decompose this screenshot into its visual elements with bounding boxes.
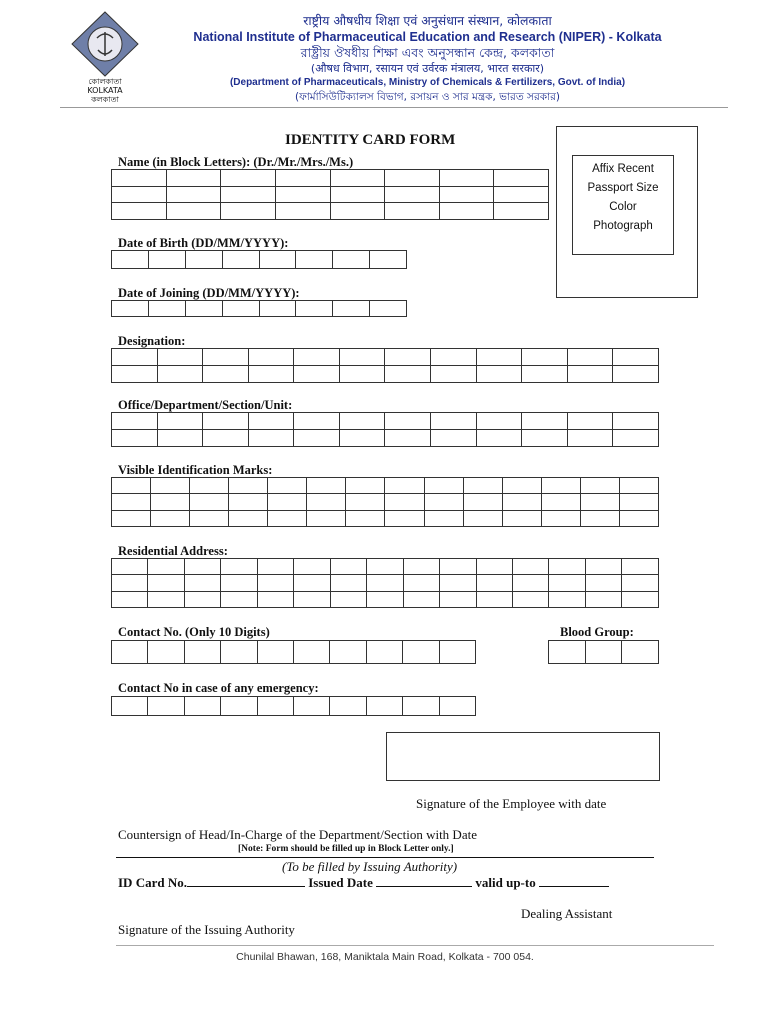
grid-cell[interactable] [257,575,293,591]
grid-cell[interactable] [439,697,475,716]
grid-cell[interactable] [622,575,659,591]
office-label: Office/Department/Section/Unit: [118,398,293,412]
grid-cell[interactable] [567,366,613,383]
grid-cell[interactable] [203,413,249,430]
grid-cell[interactable] [275,186,330,203]
grid-cell[interactable] [221,641,257,664]
grid-cell[interactable] [367,591,403,607]
grid-cell[interactable] [585,559,621,575]
grid-cell[interactable] [619,478,658,494]
grid-cell[interactable] [112,170,167,187]
valid-upto-label: valid up-to [475,875,536,890]
grid-cell[interactable] [619,494,658,510]
grid-cell[interactable] [148,591,184,607]
contact-grid[interactable] [111,640,476,664]
grid-cell[interactable] [494,170,549,187]
grid-cell[interactable] [166,170,221,187]
grid-cell[interactable] [112,494,151,510]
grid-cell[interactable] [494,186,549,203]
dob-label: Date of Birth (DD/MM/YYYY): [118,236,289,250]
grid-cell[interactable] [221,186,276,203]
grid-cell[interactable] [148,251,185,269]
grid-cell[interactable] [549,641,586,664]
grid-cell[interactable] [370,251,407,269]
grid-cell[interactable] [541,478,580,494]
grid-cell[interactable] [385,203,440,220]
header-hindi-name: राष्ट्रीय औषधीय शिक्षा एवं अनुसंधान संस्थान, कोलकाता [303,13,552,28]
grid-cell[interactable] [439,203,494,220]
grid-cell[interactable] [248,366,294,383]
grid-cell[interactable] [112,641,148,664]
grid-cell[interactable] [439,641,475,664]
id-card-blank[interactable] [187,875,305,887]
grid-cell[interactable] [367,575,403,591]
grid-cell[interactable] [257,591,293,607]
grid-cell[interactable] [385,186,440,203]
photo-line-3: Color [609,201,637,213]
grid-cell[interactable] [112,251,149,269]
issuing-fields-row [118,875,609,891]
grid-row [112,251,407,269]
grid-cell[interactable] [293,697,329,716]
grid-cell[interactable] [439,170,494,187]
emergency-grid[interactable] [111,696,476,716]
grid-cell[interactable] [112,301,149,317]
grid-cell[interactable] [367,559,403,575]
dealing-assistant-label: Dealing Assistant [521,906,613,921]
grid-cell[interactable] [385,494,424,510]
grid-cell[interactable] [346,510,385,526]
grid-cell[interactable] [370,301,407,317]
grid-cell[interactable] [502,478,541,494]
grid-cell[interactable] [157,413,203,430]
grid-cell[interactable] [275,203,330,220]
grid-cell[interactable] [248,430,294,447]
grid-cell[interactable] [294,575,330,591]
grid-cell[interactable] [339,349,385,366]
grid-cell[interactable] [294,591,330,607]
grid-cell[interactable] [112,349,158,366]
grid-cell[interactable] [439,186,494,203]
grid-cell[interactable] [502,510,541,526]
grid-row [112,366,659,383]
grid-cell[interactable] [403,591,439,607]
grid-cell[interactable] [248,413,294,430]
grid-cell[interactable] [476,591,512,607]
grid-cell[interactable] [185,301,222,317]
grid-cell[interactable] [619,510,658,526]
address-grid[interactable] [111,558,659,608]
grid-row [112,349,659,366]
grid-cell[interactable] [294,413,340,430]
grid-cell[interactable] [613,366,659,383]
grid-cell[interactable] [221,575,257,591]
grid-cell[interactable] [330,203,385,220]
grid-cell[interactable] [585,591,621,607]
grid-cell[interactable] [463,510,502,526]
employee-signature-label: Signature of the Employee with date [416,796,607,811]
grid-cell[interactable] [580,494,619,510]
grid-cell[interactable] [541,510,580,526]
grid-row [112,591,659,607]
issuing-note: (To be filled by Issuing Authority) [282,859,458,874]
photo-line-4: Photograph [593,220,653,232]
grid-row [112,575,659,591]
issued-date-blank[interactable] [376,875,472,887]
grid-cell[interactable] [385,510,424,526]
grid-cell[interactable] [424,494,463,510]
grid-cell[interactable] [440,559,476,575]
grid-cell[interactable] [522,349,568,366]
grid-cell[interactable] [431,366,477,383]
grid-cell[interactable] [221,559,257,575]
issuing-divider [116,857,654,858]
header-bengali-department: (ফার্মাসিউটিক্যালস বিভাগ, রসায়ন ও সার মন্ত্রক, ভারত সরকার) [294,91,561,103]
grid-cell[interactable] [330,575,366,591]
grid-row [112,301,407,317]
name-grid[interactable] [111,169,549,220]
grid-cell[interactable] [424,478,463,494]
grid-cell[interactable] [613,430,659,447]
grid-cell[interactable] [330,559,366,575]
grid-row [112,510,659,526]
grid-cell[interactable] [330,170,385,187]
name-label: Name (in Block Letters): (Dr./Mr./Mrs./Ms.) [118,155,354,169]
grid-row [112,203,549,220]
grid-cell[interactable] [222,251,259,269]
grid-row [112,430,659,447]
grid-cell[interactable] [567,349,613,366]
header-english-name: National Institute of Pharmaceutical Education and Research (NIPER) - Kolkata [193,30,662,44]
grid-cell[interactable] [294,349,340,366]
grid-cell[interactable] [431,413,477,430]
grid-cell[interactable] [613,349,659,366]
grid-cell[interactable] [502,494,541,510]
grid-cell[interactable] [385,413,431,430]
grid-cell[interactable] [229,510,268,526]
grid-cell[interactable] [476,559,512,575]
grid-cell[interactable] [112,478,151,494]
grid-cell[interactable] [476,430,522,447]
grid-cell[interactable] [294,366,340,383]
grid-cell[interactable] [296,301,333,317]
blood-group-label: Blood Group: [560,625,634,639]
grid-cell[interactable] [512,575,548,591]
grid-cell[interactable] [157,430,203,447]
grid-cell[interactable] [567,413,613,430]
grid-cell[interactable] [522,413,568,430]
issuing-signature-label: Signature of the Issuing Authority [118,922,295,937]
grid-cell[interactable] [148,301,185,317]
emergency-label: Contact No in case of any emergency: [118,681,319,695]
grid-cell[interactable] [259,251,296,269]
contact-label: Contact No. (Only 10 Digits) [118,625,270,639]
grid-cell[interactable] [339,413,385,430]
grid-cell[interactable] [549,559,585,575]
grid-cell[interactable] [151,510,190,526]
grid-cell[interactable] [585,575,621,591]
grid-cell[interactable] [424,510,463,526]
designation-label: Designation: [118,334,186,348]
grid-row [112,478,659,494]
grid-cell[interactable] [522,366,568,383]
grid-cell[interactable] [385,170,440,187]
grid-cell[interactable] [157,349,203,366]
grid-cell[interactable] [403,697,439,716]
address-label: Residential Address: [118,544,228,558]
grid-cell[interactable] [333,301,370,317]
grid-cell[interactable] [112,559,148,575]
grid-cell[interactable] [330,591,366,607]
grid-cell[interactable] [268,478,307,494]
photo-line-1: Affix Recent [592,163,654,175]
grid-cell[interactable] [431,349,477,366]
grid-row [112,641,476,664]
grid-cell[interactable] [346,494,385,510]
grid-cell[interactable] [512,559,548,575]
grid-cell[interactable] [293,641,329,664]
grid-row [112,559,659,575]
grid-cell[interactable] [112,430,158,447]
grid-cell[interactable] [385,349,431,366]
grid-cell[interactable] [385,366,431,383]
grid-cell[interactable] [151,478,190,494]
doj-grid[interactable] [111,300,407,317]
footer-rule [116,945,714,946]
grid-cell[interactable] [463,494,502,510]
form-title: IDENTITY CARD FORM [285,132,456,148]
grid-cell[interactable] [184,575,220,591]
grid-row [112,494,659,510]
issued-date-label: Issued Date [308,875,373,890]
grid-cell[interactable] [222,301,259,317]
grid-cell[interactable] [541,494,580,510]
grid-cell[interactable] [549,575,585,591]
grid-cell[interactable] [112,413,158,430]
header-english-department: (Department of Pharmaceuticals, Ministry of Chemicals & Fertilizers, Govt. of India) [229,77,626,88]
marks-label: Visible Identification Marks: [118,463,273,477]
grid-cell[interactable] [259,301,296,317]
grid-cell[interactable] [257,559,293,575]
grid-cell[interactable] [346,478,385,494]
grid-cell[interactable] [221,203,276,220]
grid-cell[interactable] [148,575,184,591]
grid-cell[interactable] [476,349,522,366]
grid-cell[interactable] [221,170,276,187]
grid-cell[interactable] [522,430,568,447]
grid-cell[interactable] [184,641,220,664]
marks-grid[interactable] [111,477,659,527]
grid-cell[interactable] [622,641,659,664]
grid-cell[interactable] [112,591,148,607]
employee-signature-box[interactable] [386,732,660,781]
blood-group-grid[interactable] [548,640,659,664]
grid-row [112,697,476,716]
grid-cell[interactable] [385,430,431,447]
grid-row [112,413,659,430]
grid-cell[interactable] [330,186,385,203]
grid-cell[interactable] [268,494,307,510]
grid-cell[interactable] [184,559,220,575]
office-grid[interactable] [111,412,659,447]
grid-cell[interactable] [549,591,585,607]
grid-cell[interactable] [330,641,366,664]
grid-cell[interactable] [157,366,203,383]
photo-placeholder[interactable] [572,155,674,255]
grid-cell[interactable] [190,478,229,494]
grid-cell[interactable] [112,697,148,716]
grid-cell[interactable] [185,251,222,269]
grid-cell[interactable] [229,494,268,510]
grid-cell[interactable] [203,430,249,447]
header-rule [60,107,728,108]
grid-cell[interactable] [148,641,184,664]
grid-cell[interactable] [403,641,439,664]
grid-cell[interactable] [463,478,502,494]
grid-cell[interactable] [476,413,522,430]
grid-cell[interactable] [221,697,257,716]
grid-cell[interactable] [184,697,220,716]
id-card-label: ID Card No. [118,875,187,890]
grid-cell[interactable] [268,510,307,526]
grid-cell[interactable] [257,641,293,664]
photo-line-2: Passport Size [587,182,659,194]
grid-cell[interactable] [333,251,370,269]
grid-row [549,641,659,664]
grid-cell[interactable] [613,413,659,430]
logo-city-bengali: কোলকাতা [88,77,122,86]
grid-cell[interactable] [296,251,333,269]
dob-grid[interactable] [111,250,407,269]
grid-cell[interactable] [385,478,424,494]
grid-cell[interactable] [585,641,622,664]
grid-cell[interactable] [494,203,549,220]
grid-row [112,170,549,187]
grid-cell[interactable] [294,559,330,575]
grid-cell[interactable] [431,430,477,447]
grid-cell[interactable] [148,559,184,575]
grid-cell[interactable] [580,478,619,494]
grid-cell[interactable] [151,494,190,510]
grid-cell[interactable] [567,430,613,447]
institute-logo [70,10,140,78]
header-bengali-name: রাষ্ট্রীয় ঔষধীয় শিক্ষা এবং অনুসন্ধান কেন্দ্র, কলকাতা [300,45,555,60]
grid-cell[interactable] [294,430,340,447]
grid-cell[interactable] [330,697,366,716]
grid-cell[interactable] [275,170,330,187]
grid-cell[interactable] [476,575,512,591]
grid-cell[interactable] [112,186,167,203]
grid-cell[interactable] [440,575,476,591]
grid-cell[interactable] [366,697,402,716]
note-text: [Note: Form should be filled up in Block Letter only.] [238,844,454,854]
grid-cell[interactable] [166,186,221,203]
grid-cell[interactable] [166,203,221,220]
grid-cell[interactable] [203,366,249,383]
grid-cell[interactable] [440,591,476,607]
countersign-label: Countersign of Head/In-Charge of the Department/Section with Date [118,827,477,842]
designation-grid[interactable] [111,348,659,383]
header-hindi-department: (औषध विभाग, रसायन एवं उर्वरक मंत्रालय, भारत सरकार) [310,62,545,75]
grid-cell[interactable] [190,510,229,526]
grid-cell[interactable] [257,697,293,716]
grid-cell[interactable] [580,510,619,526]
grid-cell[interactable] [184,591,220,607]
grid-cell[interactable] [339,366,385,383]
grid-cell[interactable] [512,591,548,607]
grid-cell[interactable] [112,366,158,383]
doj-label: Date of Joining (DD/MM/YYYY): [118,286,300,300]
grid-cell[interactable] [221,591,257,607]
valid-upto-blank[interactable] [539,875,609,887]
grid-cell[interactable] [248,349,294,366]
grid-cell[interactable] [366,641,402,664]
grid-cell[interactable] [622,591,659,607]
grid-cell[interactable] [339,430,385,447]
footer-address: Chunilal Bhawan, 168, Maniktala Main Road, Kolkata - 700 054. [236,951,534,963]
grid-cell[interactable] [403,559,439,575]
grid-cell[interactable] [229,478,268,494]
grid-cell[interactable] [622,559,659,575]
grid-cell[interactable] [307,478,346,494]
grid-cell[interactable] [112,203,167,220]
grid-cell[interactable] [403,575,439,591]
grid-cell[interactable] [307,510,346,526]
grid-cell[interactable] [112,510,151,526]
grid-cell[interactable] [190,494,229,510]
grid-cell[interactable] [307,494,346,510]
logo-city-bengali-2: কলকাতা [91,95,119,104]
grid-cell[interactable] [203,349,249,366]
grid-cell[interactable] [476,366,522,383]
grid-cell[interactable] [148,697,184,716]
grid-cell[interactable] [112,575,148,591]
grid-row [112,186,549,203]
logo-city-english: KOLKATA [87,86,123,95]
